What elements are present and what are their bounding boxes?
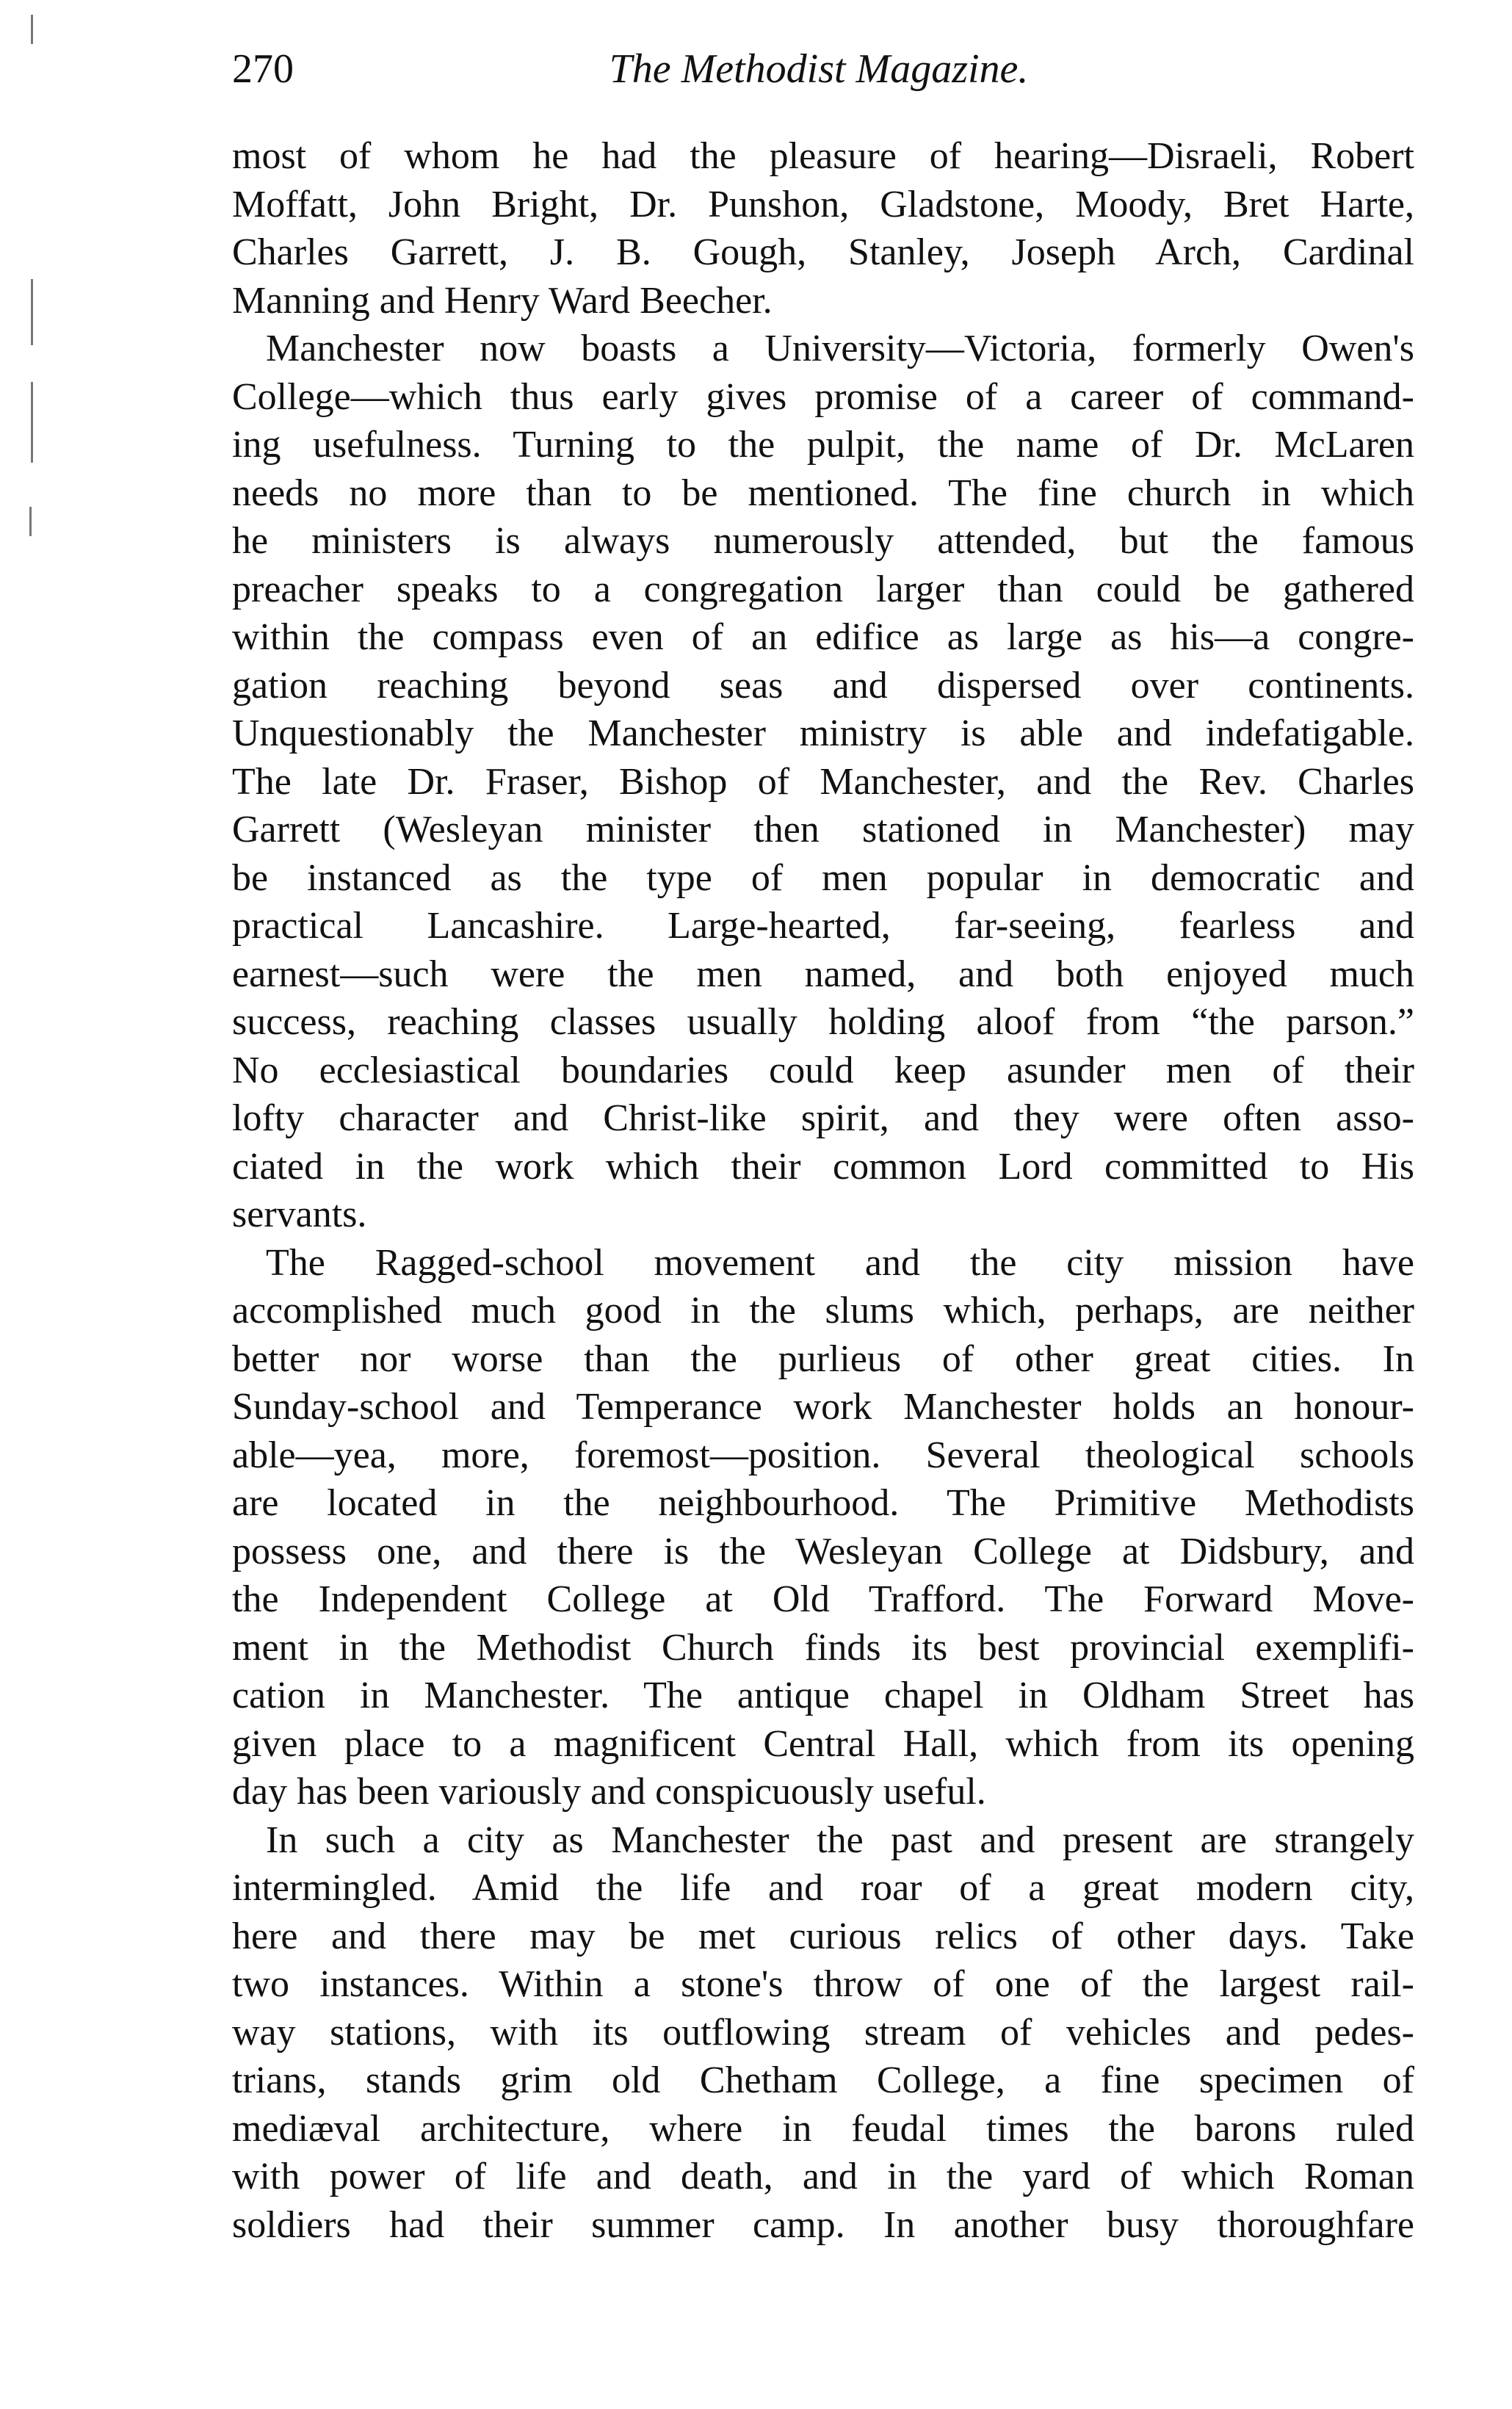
margin-mark [31, 382, 33, 463]
text-line: College—which thus early gives promise of a career of command- [232, 375, 1414, 418]
text-line: Moffatt, John Bright, Dr. Punshon, Gladstone, Moody, Bret Harte, [232, 183, 1414, 225]
text-line: earnest—such were the men named, and both enjoyed much [232, 953, 1414, 995]
text-line: soldiers had their summer camp. In another busy thoroughfare [232, 2203, 1414, 2246]
text-line: within the compass even of an edifice as large as his—a congre- [232, 616, 1414, 658]
text-line: with power of life and death, and in the yard of which Roman [232, 2156, 1414, 2197]
text-line: The Ragged-school movement and the city mission have [266, 1241, 1414, 1284]
text-line: two instances. Within a stone's throw of one of the largest rail- [232, 1963, 1414, 2005]
running-title: The Methodist Magazine. [609, 46, 1029, 92]
text-line: ciated in the work which their common Lord committed to His [232, 1145, 1414, 1188]
text-line: Unquestionably the Manchester ministry is able and indefatigable. [232, 712, 1414, 754]
paragraph [232, 132, 1414, 325]
text-line: intermingled. Amid the life and roar of a great modern city, [232, 1867, 1414, 1909]
text-line: day has been variously and conspicuously useful. [232, 1771, 986, 1813]
text-line: gation reaching beyond seas and dispersed over continents. [232, 664, 1414, 707]
text-line: the Independent College at Old Trafford. The Forward Move- [232, 1578, 1414, 1620]
text-line: mediæval architecture, where in feudal times the barons ruled [232, 2107, 1414, 2150]
text-line: are located in the neighbourhood. The Primitive Methodists [232, 1482, 1414, 1524]
text-line: most of whom he had the pleasure of hearing—Disraeli, Robert [232, 135, 1414, 177]
text-line: lofty character and Christ-like spirit, and they were often asso- [232, 1097, 1414, 1139]
paragraph [232, 1816, 1414, 2250]
text-line: trians, stands grim old Chetham College, a fine specimen of [232, 2059, 1414, 2101]
text-line: In such a city as Manchester the past and present are strangely [266, 1819, 1414, 1861]
text-line: he ministers is always numerously attended, but the famous [232, 520, 1414, 562]
margin-mark [29, 507, 32, 536]
text-line: ment in the Methodist Church finds its best provincial exemplifi- [232, 1626, 1414, 1669]
text-line: Manning and Henry Ward Beecher. [232, 279, 773, 322]
paragraph [232, 1239, 1414, 1816]
text-line: able—yea, more, foremost—position. Several theological schools [232, 1434, 1414, 1476]
text-line: No ecclesiastical boundaries could keep asunder men of their [232, 1049, 1414, 1091]
text-line: way stations, with its outflowing stream of vehicles and pedes- [232, 2011, 1414, 2054]
text-line: Charles Garrett, J. B. Gough, Stanley, Joseph Arch, Cardinal [232, 231, 1414, 273]
text-line: practical Lancashire. Large-hearted, far-seeing, fearless and [232, 905, 1414, 947]
text-line: accomplished much good in the slums which, perhaps, are neither [232, 1290, 1414, 1332]
margin-mark [31, 15, 33, 44]
text-line: be instanced as the type of men popular in democratic and [232, 856, 1414, 899]
paragraph [232, 325, 1414, 1239]
text-line: The late Dr. Fraser, Bishop of Manchester, and the Rev. Charles [232, 760, 1414, 803]
text-line: given place to a magnificent Central Hall, which from its opening [232, 1722, 1414, 1765]
body-text [232, 132, 1414, 2249]
text-line: needs no more than to be mentioned. The fine church in which [232, 472, 1414, 514]
text-line: ing usefulness. Turning to the pulpit, the name of Dr. McLaren [232, 424, 1414, 466]
text-line: better nor worse than the purlieus of other great cities. In [232, 1337, 1414, 1380]
text-line: Manchester now boasts a University—Victoria, formerly Owen's [266, 328, 1414, 369]
margin-mark [31, 279, 33, 345]
text-line: servants. [232, 1193, 367, 1235]
text-line: preacher speaks to a congregation larger than could be gathered [232, 568, 1414, 610]
text-line: Sunday-school and Temperance work Manchester holds an honour- [232, 1386, 1414, 1428]
text-line: success, reaching classes usually holding aloof from “the parson.” [232, 1001, 1414, 1043]
page-number: 270 [232, 46, 294, 92]
text-line: possess one, and there is the Wesleyan College at Didsbury, and [232, 1530, 1414, 1572]
text-line: here and there may be met curious relics of other days. Take [232, 1915, 1414, 1957]
text-line: Garrett (Wesleyan minister then stationed in Manchester) may [232, 809, 1414, 850]
text-line: cation in Manchester. The antique chapel in Oldham Street has [232, 1675, 1414, 1716]
